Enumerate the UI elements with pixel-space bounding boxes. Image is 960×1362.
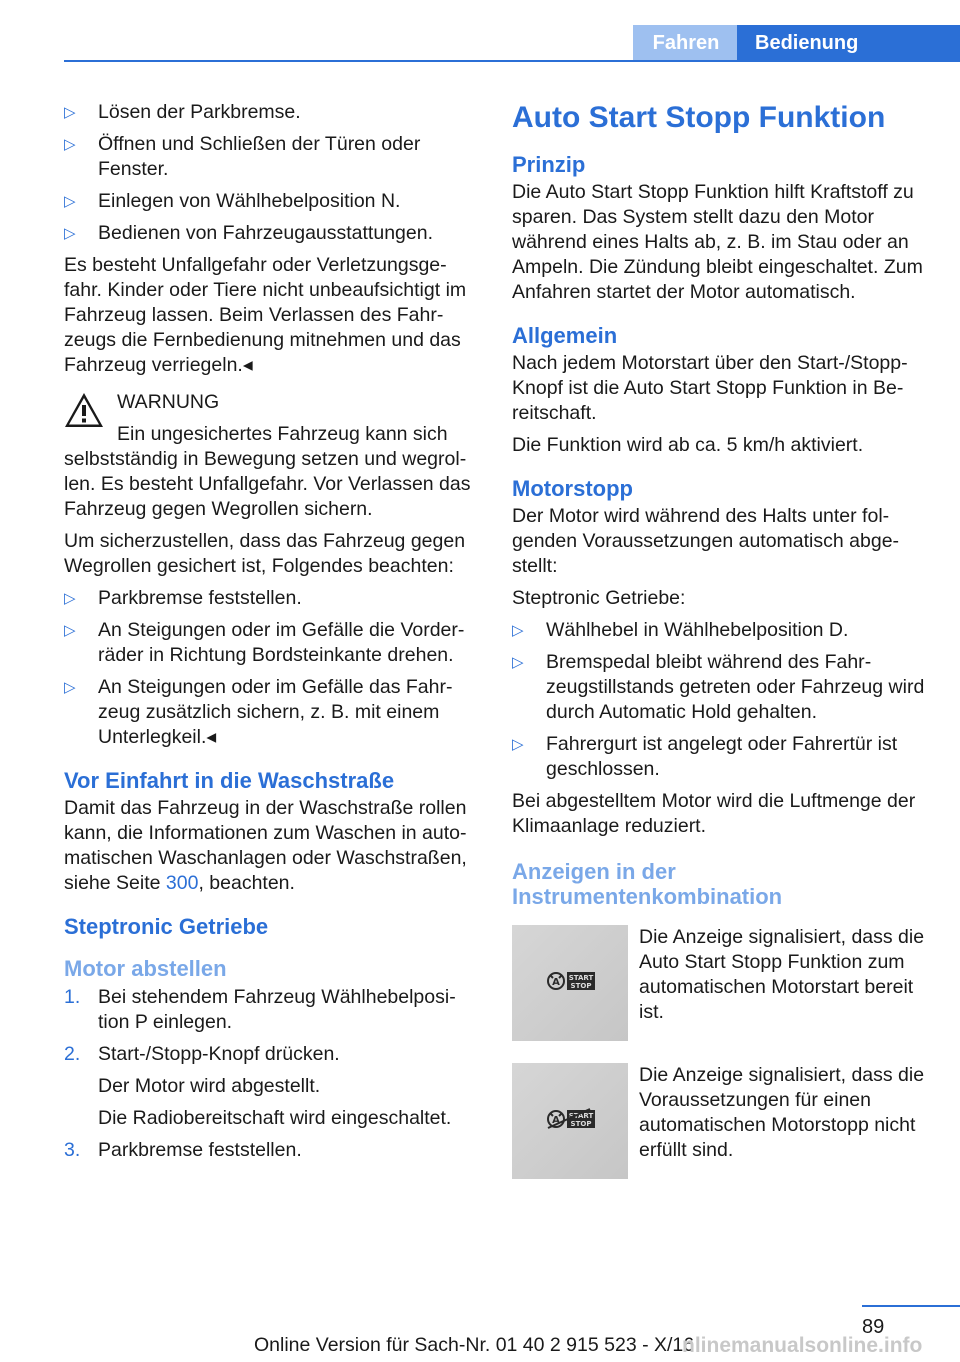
list-item: 2. Start-/Stopp-Knopf drücken. Der Motor wird abgestellt. Die Radiobereitschaft wird eingeschaltet. [64,1043,452,1129]
conditions-list [512,618,928,782]
indicator-ready [512,925,928,1043]
bullet-list-secure [64,586,476,750]
indicator-image [512,1063,628,1179]
svg-text:START: START [568,974,594,982]
list-item: ▷ An Steigungen oder im Gefälle das Fahrzeug zusätzlich sichern, z. B. mit einem Unterlegkeil.◂ [64,676,453,748]
indicator-ready-text: Die Anzeige signalisiert, dass die Auto Start Stopp Funktion zum automatischen Motorstart bereit ist. [639,926,925,1023]
svg-text:STOP: STOP [570,1120,592,1128]
display-heading: Anzeigen in der Instrumentenkombination [512,859,783,909]
list-item: ▷ Bremspedal bleibt während des Fahrzeugstillstands getreten oder Fahrzeug wird durch Automatic Hold gehalten. [512,651,925,723]
triangle-bullet-icon: ▷ [64,622,76,639]
list-item: ▷ Wählhebel in Wählhebelposition D. [512,619,849,641]
warning-title: WARNUNG [117,391,220,413]
section-title: Auto Start Stopp Funktion [512,101,886,134]
list-item: 3. Parkbremse feststellen. [64,1139,302,1161]
air-paragraph: Bei abgestelltem Motor wird die Luftmenge der Klimaanlage reduziert. [512,790,916,837]
footer-version-text: Online Version für Sach-Nr. 01 40 2 915 523 - X/16 [254,1334,695,1356]
danger-paragraph: Es besteht Unfallgefahr oder Verletzungsgefahr. Kinder oder Tiere nicht unbeaufsichtigt im Fahrzeug lassen. Beim Verlassen des Fahrzeugs die Fernbedienung mitnehmen und das Fahrzeug verriegeln.◂ [64,254,467,376]
prinzip-heading: Prinzip [512,152,586,177]
motorstopp-heading: Motorstopp [512,476,633,501]
steptronic-label: Steptronic Getriebe: [512,587,686,609]
bullet-list-top [64,100,476,246]
steptronic-heading: Steptronic Getriebe [64,914,269,939]
triangle-bullet-icon: ▷ [512,736,524,753]
header-rule [64,60,960,62]
secure-intro: Um sicherzustellen, dass das Fahrzeug gegen Wegrollen gesichert ist, Folgendes beachten: [64,530,466,577]
allgemein-paragraph-2: Die Funktion wird ab ca. 5 km/h aktiviert. [512,434,864,456]
list-item: ▷ Öffnen und Schließen der Türen oder Fenster. [64,133,421,180]
page-number: 89 [862,1316,885,1338]
list-item: ▷ Bedienen von Fahrzeugausstattungen. [64,222,433,244]
steps-list [64,985,476,1163]
wash-paragraph: Damit das Fahrzeug in der Waschstraße rollen kann, die Informationen zum Waschen in automatischen Waschanlagen oder Waschstraßen, siehe Seite 300, beachten. [64,797,467,894]
motorstopp-paragraph: Der Motor wird während des Halts unter folgenden Voraussetzungen automatisch abgestellt: [512,505,900,577]
left-column [64,100,476,1170]
wash-heading: Vor Einfahrt in die Waschstraße [64,768,395,793]
list-item: ▷ Fahrergurt ist angelegt oder Fahrertür ist geschlossen. [512,733,898,780]
allgemein-paragraph-1: Nach jedem Motorstart über den Start-/Stopp-Knopf ist die Auto Start Stopp Funktion in Bereitschaft. [512,352,908,424]
tab-fahren[interactable]: Fahren [633,25,739,61]
motor-off-heading: Motor abstellen [64,956,227,981]
triangle-bullet-icon: ▷ [64,193,76,210]
list-item: ▷ Parkbremse feststellen. [64,587,302,609]
warning-text: selbstständig in Bewegung setzen und wegrollen. Es besteht Unfallgefahr. Vor Verlassen das Fahrzeug gegen Wegrollen sichern. [64,448,471,520]
watermark: nlinemanualsonline.info [682,1334,923,1357]
triangle-bullet-icon: ▷ [512,654,524,671]
allgemein-heading: Allgemein [512,323,618,348]
tab-bedienung[interactable]: Bedienung [737,25,960,61]
svg-text:A: A [552,977,560,988]
svg-text:STOP: STOP [570,982,592,990]
auto-start-stop-icon [546,970,596,992]
list-item: ▷ Lösen der Parkbremse. [64,101,301,123]
page-link[interactable]: 300 [165,872,199,894]
svg-text:START: START [568,1112,594,1120]
indicator-image [512,925,628,1041]
triangle-bullet-icon: ▷ [64,679,76,696]
prinzip-paragraph: Die Auto Start Stopp Funktion hilft Kraftstoff zu sparen. Das System stellt dazu den Motor während eines Halts ab, z. B. im Stau oder an Ampeln. Die Zündung bleibt eingeschaltet. Zum Anfahren startet der Motor automatisch. [512,181,923,303]
list-item: ▷ Einlegen von Wählhebelposition N. [64,190,401,212]
indicator-not-ready-text: Die Anzeige signalisiert, dass die Voraussetzungen für einen automatischen Motorstopp nicht erfüllt sind. [639,1064,925,1161]
triangle-bullet-icon: ▷ [64,590,76,607]
triangle-bullet-icon: ▷ [64,136,76,153]
triangle-bullet-icon: ▷ [64,225,76,242]
svg-text:A: A [552,1115,560,1126]
footer-rule [862,1305,960,1307]
list-item: 1. Bei stehendem Fahrzeug Wählhebelposition P einlegen. [64,986,456,1033]
triangle-bullet-icon: ▷ [64,104,76,121]
warning-block [64,390,476,522]
list-item: ▷ An Steigungen oder im Gefälle die Vorderräder in Richtung Bordsteinkante drehen. [64,619,465,666]
auto-start-stop-off-icon [546,1108,596,1130]
warning-line1: Ein ungesichertes Fahrzeug kann sich [117,423,448,445]
indicator-not-ready [512,1063,928,1181]
warning-triangle-icon [64,392,104,428]
right-column [512,100,928,1201]
triangle-bullet-icon: ▷ [512,622,524,639]
